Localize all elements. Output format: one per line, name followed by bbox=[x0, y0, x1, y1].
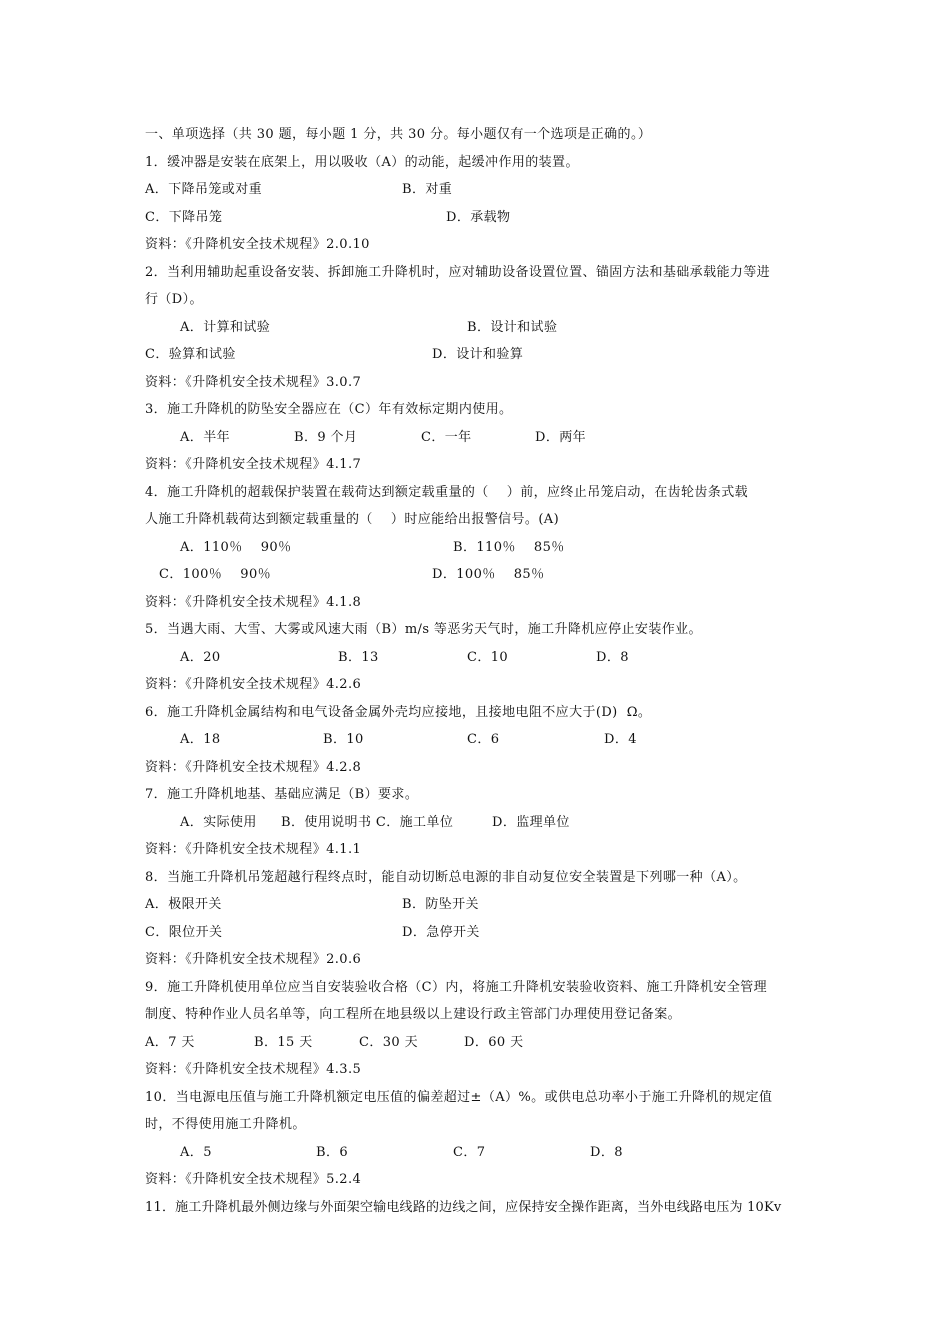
question-4-stem-line-2: 人施工升降机载荷达到额定载重量的（ ）时应能给出报警信号。(A) bbox=[145, 512, 560, 527]
question-7-source: 资料：《升降机安全技术规程》4.1.1 bbox=[145, 842, 362, 857]
question-6-option-d: D．4 bbox=[604, 732, 637, 747]
question-3-stem: 3．施工升降机的防坠安全器应在（C）年有效标定期内使用。 bbox=[145, 402, 513, 417]
question-10-stem-line-2: 时，不得使用施工升降机。 bbox=[145, 1117, 306, 1132]
question-5-stem: 5．当遇大雨、大雪、大雾或风速大雨（B）m/s 等恶劣天气时，施工升降机应停止安装作业。 bbox=[145, 622, 702, 637]
question-4-option-d: D．100％ 85％ bbox=[432, 567, 545, 582]
question-3-source: 资料：《升降机安全技术规程》4.1.7 bbox=[145, 457, 362, 472]
question-6-option-b: B．10 bbox=[323, 732, 364, 747]
question-4-option-b: B．110％ 85％ bbox=[453, 540, 565, 555]
question-10-option-b: B．6 bbox=[316, 1145, 349, 1160]
question-8-option-c: C．限位开关 bbox=[145, 925, 223, 940]
question-5-option-d: D．8 bbox=[596, 650, 629, 665]
question-5-option-b: B．13 bbox=[338, 650, 379, 665]
question-4-option-a: A．110％ 90％ bbox=[180, 540, 292, 555]
question-11-stem: 11．施工升降机最外侧边缘与外面架空输电线路的边线之间，应保持安全操作距离，当外电线路电压为 10Kv bbox=[145, 1200, 782, 1215]
question-1-option-a: A．下降吊笼或对重 bbox=[145, 182, 262, 197]
question-10-source: 资料：《升降机安全技术规程》5.2.4 bbox=[145, 1172, 362, 1187]
question-7-stem: 7．施工升降机地基、基础应满足（B）要求。 bbox=[145, 787, 419, 802]
question-4-source: 资料：《升降机安全技术规程》4.1.8 bbox=[145, 595, 362, 610]
question-8-source: 资料：《升降机安全技术规程》2.0.6 bbox=[145, 952, 362, 967]
question-6-stem: 6．施工升降机金属结构和电气设备金属外壳均应接地，且接地电阻不应大于(D) Ω。 bbox=[145, 705, 652, 720]
question-7-option-a: A．实际使用 bbox=[180, 815, 257, 830]
question-9-source: 资料：《升降机安全技术规程》4.3.5 bbox=[145, 1062, 362, 1077]
question-10-option-a: A．5 bbox=[180, 1145, 212, 1160]
question-7-option-d: D．监理单位 bbox=[492, 815, 570, 830]
question-8-stem: 8．当施工升降机吊笼超越行程终点时，能自动切断总电源的非自动复位安全装置是下列哪一种（A）。 bbox=[145, 870, 747, 885]
question-3-option-c: C．一年 bbox=[421, 430, 472, 445]
question-9-option-a: A．7 天 bbox=[145, 1035, 195, 1050]
question-2-option-c: C．验算和试验 bbox=[145, 347, 236, 362]
question-2-stem-line-2: 行（D）。 bbox=[145, 292, 203, 307]
question-3-option-a: A．半年 bbox=[180, 430, 230, 445]
question-8-option-a: A．极限开关 bbox=[145, 897, 222, 912]
question-9-option-c: C．30 天 bbox=[359, 1035, 419, 1050]
question-2-source: 资料：《升降机安全技术规程》3.0.7 bbox=[145, 375, 362, 390]
question-1-option-c: C．下降吊笼 bbox=[145, 210, 223, 225]
question-8-option-b: B．防坠开关 bbox=[402, 897, 479, 912]
question-8-option-d: D．急停开关 bbox=[402, 925, 480, 940]
question-10-option-c: C．7 bbox=[453, 1145, 486, 1160]
question-6-option-c: C．6 bbox=[467, 732, 500, 747]
question-5-source: 资料：《升降机安全技术规程》4.2.6 bbox=[145, 677, 362, 692]
question-9-stem-line-2: 制度、特种作业人员名单等，向工程所在地县级以上建设行政主管部门办理使用登记备案。 bbox=[145, 1007, 682, 1022]
question-4-option-c: C．100％ 90％ bbox=[159, 567, 272, 582]
question-2-option-a: A．计算和试验 bbox=[180, 320, 271, 335]
question-3-option-d: D．两年 bbox=[535, 430, 587, 445]
question-9-stem-line-1: 9．施工升降机使用单位应当自安装验收合格（C）内，将施工升降机安装验收资料、施工升降机安全管理 bbox=[145, 980, 768, 995]
question-1-stem: 1．缓冲器是安装在底架上，用以吸收（A）的动能，起缓冲作用的装置。 bbox=[145, 155, 579, 170]
question-9-option-d: D．60 天 bbox=[464, 1035, 524, 1050]
question-6-option-a: A．18 bbox=[180, 732, 221, 747]
question-2-stem-line-1: 2．当利用辅助起重设备安装、拆卸施工升降机时，应对辅助设备设置位置、锚固方法和基础承载能力等进 bbox=[145, 265, 771, 280]
question-3-option-b: B．9 个月 bbox=[294, 430, 358, 445]
question-6-source: 资料：《升降机安全技术规程》4.2.8 bbox=[145, 760, 362, 775]
question-2-option-b: B．设计和试验 bbox=[467, 320, 558, 335]
question-1-source: 资料：《升降机安全技术规程》2.0.10 bbox=[145, 237, 370, 252]
question-5-option-c: C．10 bbox=[467, 650, 509, 665]
question-5-option-a: A．20 bbox=[180, 650, 221, 665]
question-7-option-b: B．使用说明书 C．施工单位 bbox=[281, 815, 454, 830]
question-1-option-b: B．对重 bbox=[402, 182, 453, 197]
question-9-option-b: B．15 天 bbox=[254, 1035, 313, 1050]
question-1-option-d: D．承载物 bbox=[446, 210, 511, 225]
question-10-stem-line-1: 10．当电源电压值与施工升降机额定电压值的偏差超过±（A）%。或供电总功率小于施工升降机的规定值 bbox=[145, 1090, 773, 1105]
question-2-option-d: D．设计和验算 bbox=[432, 347, 524, 362]
question-10-option-d: D．8 bbox=[590, 1145, 623, 1160]
question-4-stem-line-1: 4．施工升降机的超载保护装置在载荷达到额定载重量的（ ）前，应终止吊笼启动，在齿轮齿条式载 bbox=[145, 485, 749, 500]
section-header: 一、单项选择（共 30 题，每小题 1 分，共 30 分。每小题仅有一个选项是正确的。） bbox=[145, 127, 652, 142]
